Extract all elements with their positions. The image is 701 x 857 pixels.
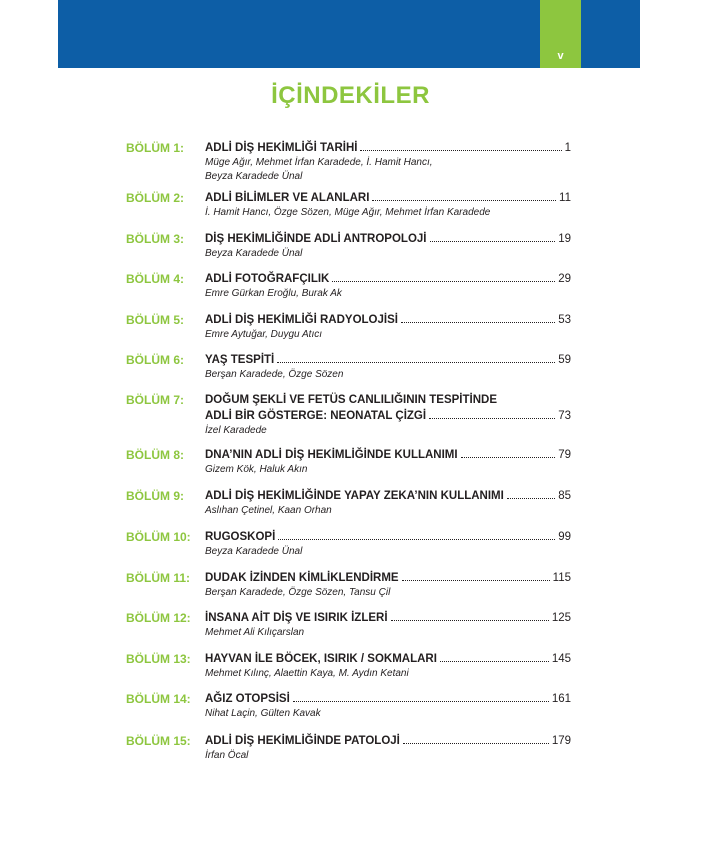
chapter-title: ADLİ BİR GÖSTERGE: NEONATAL ÇİZGİ (205, 410, 427, 422)
chapter-title: AĞIZ OTOPSİSİ (205, 693, 290, 705)
chapter-title: YAŞ TESPİTİ (205, 354, 275, 366)
chapter-title: DUDAK İZİNDEN KİMLİKLENDİRME (205, 572, 399, 584)
chapter-page-number: 161 (551, 693, 571, 705)
chapter-page-number: 29 (558, 273, 571, 285)
dot-leader (461, 448, 556, 458)
dot-leader (278, 530, 555, 540)
chapter-title: ADLİ DİŞ HEKİMLİĞİ TARİHİ (205, 142, 358, 154)
chapter-authors (205, 206, 571, 220)
author-line: Beyza Karadede Ünal (205, 248, 303, 259)
dot-leader (429, 409, 555, 419)
author-line: Emre Aytuğar, Duygu Atıcı (205, 329, 322, 340)
chapter-label: BÖLÜM 4: (126, 272, 184, 286)
chapter-title-row (205, 733, 571, 749)
chapter-title: ADLİ DİŞ HEKİMLİĞİNDE PATOLOJİ (205, 735, 400, 747)
chapter-label: BÖLÜM 7: (126, 393, 184, 407)
chapter-page-number: 85 (558, 490, 571, 502)
chapter-authors (205, 626, 571, 640)
chapter-title-row (205, 488, 571, 504)
chapter-page-number: 179 (551, 735, 571, 747)
page-title: İÇİNDEKİLER (271, 82, 430, 109)
chapter-label: BÖLÜM 8: (126, 448, 184, 462)
chapter-label: BÖLÜM 5: (126, 313, 184, 327)
chapter-label: BÖLÜM 14: (126, 692, 191, 706)
chapter-label: BÖLÜM 12: (126, 611, 191, 625)
dot-leader (391, 611, 549, 621)
chapter-title-row (205, 651, 571, 667)
dot-leader (360, 141, 561, 151)
dot-leader (277, 353, 555, 363)
chapter-label: BÖLÜM 15: (126, 734, 191, 748)
chapter-label: BÖLÜM 11: (126, 571, 191, 585)
chapter-title-row (205, 140, 571, 156)
author-line: İrfan Öcal (205, 750, 249, 761)
dot-leader (332, 272, 555, 282)
dot-leader (430, 232, 556, 242)
chapter-title: RUGOSKOPİ (205, 531, 276, 543)
chapter-title-row (205, 231, 571, 247)
chapter-authors (205, 504, 571, 518)
chapter-title-row (205, 447, 571, 463)
chapter-page-number: 125 (551, 612, 571, 624)
chapter-page-number: 99 (558, 531, 571, 543)
author-line: Berşan Karadede, Özge Sözen (205, 369, 344, 380)
chapter-authors (205, 545, 571, 559)
dot-leader (293, 692, 549, 702)
chapter-title-row (205, 312, 571, 328)
chapter-authors (205, 463, 571, 477)
chapter-title: HAYVAN İLE BÖCEK, ISIRIK / SOKMALARI (205, 653, 437, 665)
chapter-label: BÖLÜM 10: (126, 530, 191, 544)
chapter-page-number: 1 (564, 142, 571, 154)
chapter-page-number: 79 (558, 449, 571, 461)
chapter-authors (205, 247, 571, 261)
dot-leader (440, 652, 549, 662)
chapter-authors (205, 156, 571, 184)
chapter-title-row (205, 610, 571, 626)
chapter-authors (205, 287, 571, 301)
chapter-title-row (205, 408, 571, 424)
chapter-page-number: 59 (558, 354, 571, 366)
chapter-title-row (205, 352, 571, 368)
chapter-authors (205, 667, 571, 681)
chapter-title: İNSANA AİT DİŞ VE ISIRIK İZLERİ (205, 612, 388, 624)
chapter-title: ADLİ DİŞ HEKİMLİĞİNDE YAPAY ZEKA’NIN KULLANIMI (205, 490, 504, 502)
chapter-page-number: 11 (559, 192, 571, 204)
chapter-page-number: 53 (558, 314, 571, 326)
chapter-authors (205, 586, 571, 600)
chapter-page-number: 73 (558, 410, 571, 422)
chapter-page-number: 19 (558, 233, 571, 245)
chapter-label: BÖLÜM 6: (126, 353, 184, 367)
chapter-authors (205, 328, 571, 342)
chapter-title: ADLİ DİŞ HEKİMLİĞİ RADYOLOJİSİ (205, 314, 398, 326)
chapter-authors (205, 424, 571, 438)
chapter-title: DNA’NIN ADLİ DİŞ HEKİMLİĞİNDE KULLANIMI (205, 449, 458, 461)
chapter-title-row (205, 691, 571, 707)
chapter-title-row (205, 190, 571, 206)
page-number-box (540, 0, 581, 68)
author-line: Mehmet Kılınç, Alaettin Kaya, M. Aydın Ketani (205, 668, 409, 679)
author-line: Beyza Karadede Ünal (205, 171, 303, 182)
page-number: v (557, 50, 564, 62)
dot-leader (507, 489, 555, 499)
author-line: Berşan Karadede, Özge Sözen, Tansu Çil (205, 587, 391, 598)
author-line: Mehmet Ali Kılıçarslan (205, 627, 305, 638)
dot-leader (402, 571, 550, 581)
chapter-title-row (205, 271, 571, 287)
chapter-authors (205, 749, 571, 763)
author-line: Nihat Laçin, Gülten Kavak (205, 708, 321, 719)
chapter-label: BÖLÜM 2: (126, 191, 184, 205)
chapter-title-line1: DOĞUM ŞEKLİ VE FETÜS CANLILIĞININ TESPİTİNDE (205, 394, 497, 406)
author-line: Emre Gürkan Eroğlu, Burak Ak (205, 288, 342, 299)
chapter-label: BÖLÜM 9: (126, 489, 184, 503)
chapter-title: ADLİ FOTOĞRAFÇILIK (205, 273, 330, 285)
author-line: İ. Hamit Hancı, Özge Sözen, Müge Ağır, Mehmet İrfan Karadede (205, 207, 491, 218)
chapter-authors (205, 368, 571, 382)
chapter-label: BÖLÜM 3: (126, 232, 184, 246)
author-line: Müge Ağır, Mehmet İrfan Karadede, İ. Hamit Hancı, (205, 157, 433, 168)
dot-leader (403, 734, 549, 744)
chapter-page-number: 145 (551, 653, 571, 665)
author-line: İzel Karadede (205, 425, 267, 436)
chapter-page-number: 115 (552, 572, 571, 584)
author-line: Beyza Karadede Ünal (205, 546, 303, 557)
chapter-title: ADLİ BİLİMLER VE ALANLARI (205, 192, 370, 204)
author-line: Aslıhan Çetinel, Kaan Orhan (205, 505, 332, 516)
chapter-title-row (205, 570, 571, 586)
chapter-label: BÖLÜM 13: (126, 652, 191, 666)
chapter-label: BÖLÜM 1: (126, 141, 184, 155)
chapter-title: DİŞ HEKİMLİĞİNDE ADLİ ANTROPOLOJİ (205, 233, 427, 245)
chapter-authors (205, 707, 571, 721)
chapter-title-row (205, 529, 571, 545)
dot-leader (401, 313, 555, 323)
dot-leader (372, 191, 556, 201)
author-line: Gizem Kök, Haluk Akın (205, 464, 308, 475)
